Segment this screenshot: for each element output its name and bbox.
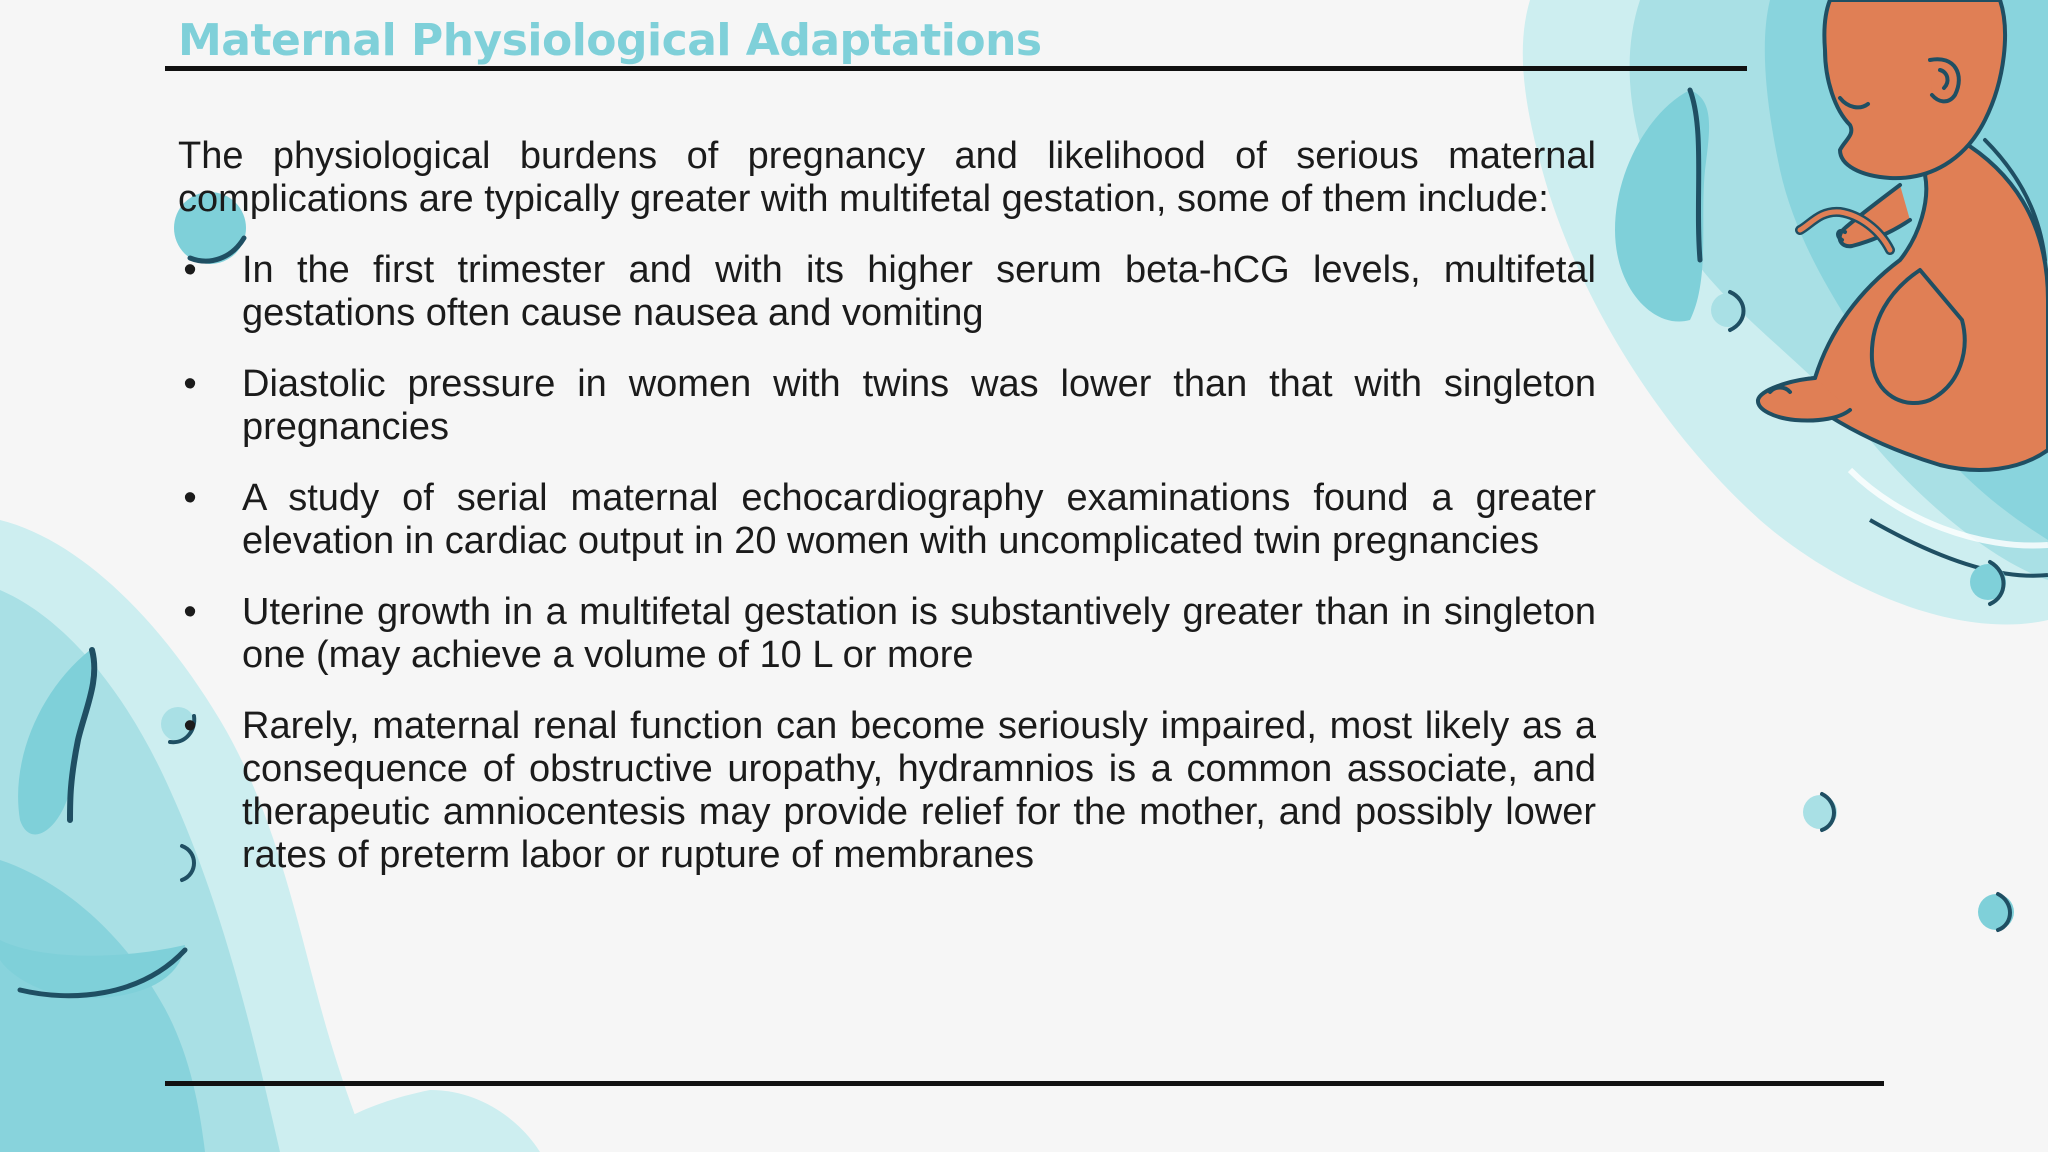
slide-title: Maternal Physiological Adaptations <box>178 15 1042 66</box>
bubble-icon <box>1803 794 1837 830</box>
bullet-point-icon: • <box>183 363 197 405</box>
list-item <box>178 705 1596 877</box>
slide-body <box>178 135 1596 905</box>
bullet-list <box>178 249 1596 877</box>
list-item-text: Diastolic pressure in women with twins was lower than that with singleton pregnancies <box>242 363 1596 448</box>
list-item <box>178 591 1596 677</box>
list-item <box>178 477 1596 563</box>
list-item <box>178 249 1596 335</box>
title-underline <box>165 66 1747 71</box>
list-item <box>178 363 1596 449</box>
intro-paragraph: The physiological burdens of pregnancy and likelihood of serious maternal complications are typically greater with multifetal gestation, some of them include: <box>178 135 1596 220</box>
list-item-text: Rarely, maternal renal function can become seriously impaired, most likely as a consequence of obstructive uropathy, hydramnios is a common associate, and therapeutic amniocentesis may provide relief for the mother, and possibly lower rates of preterm labor or rupture of membranes <box>242 705 1596 876</box>
bullet-point-icon: • <box>183 477 197 519</box>
bullet-point-icon: • <box>183 591 197 633</box>
footer-rule <box>165 1081 1884 1086</box>
list-item-text: In the first trimester and with its higher serum beta-hCG levels, multifetal gestations often cause nausea and vomiting <box>242 249 1596 334</box>
list-item-text: A study of serial maternal echocardiography examinations found a greater elevation in cardiac output in 20 women with uncomplicated twin pregnancies <box>242 477 1596 562</box>
bullet-point-icon: • <box>183 249 197 291</box>
bullet-point-icon: • <box>183 705 197 747</box>
list-item-text: Uterine growth in a multifetal gestation is substantively greater than in singleton one (may achieve a volume of 10 L or more <box>242 591 1596 676</box>
bubble-icon <box>1978 894 2014 930</box>
